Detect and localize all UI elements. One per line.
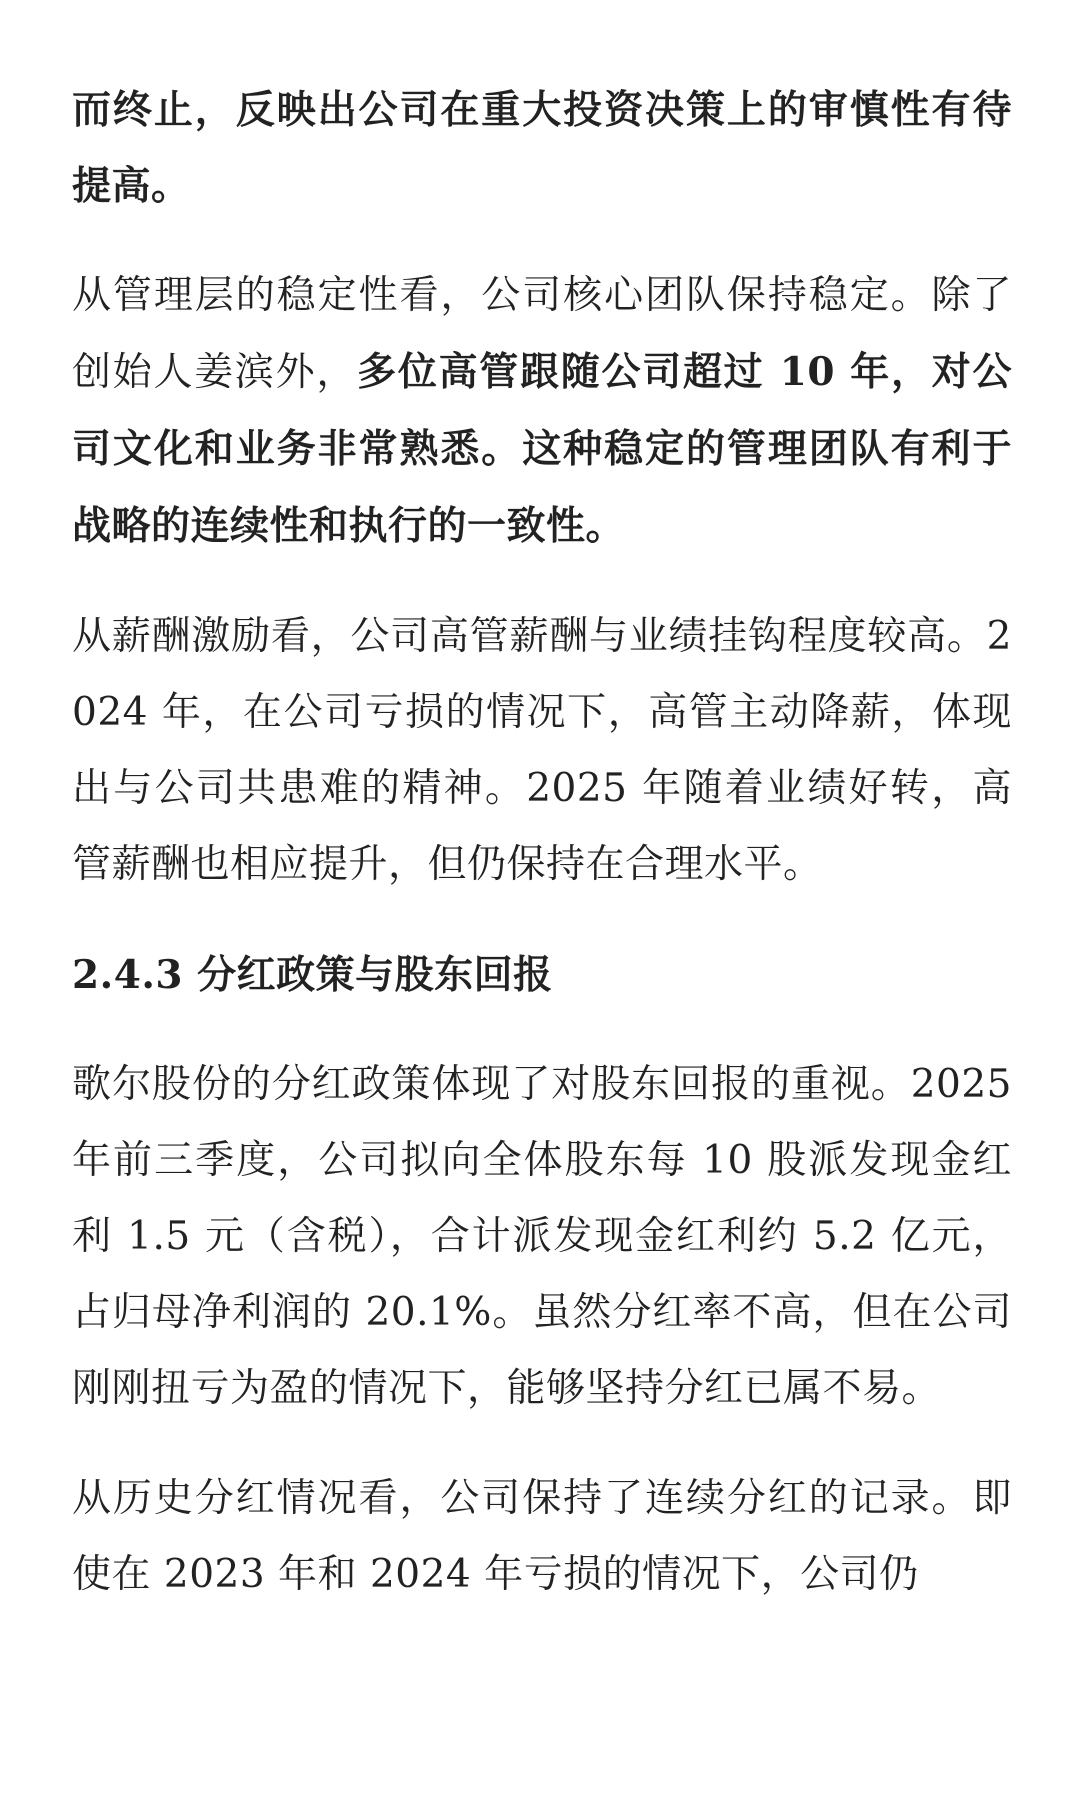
management-stability-emphasis: 多位高管跟随公司超过 10 年，对公司文化和业务非常熟悉。这种稳定的管理团队有利于战略的连续性和执行的一致性。 bbox=[72, 349, 1012, 549]
paragraph-compensation: 从薪酬激励看，公司高管薪酬与业绩挂钩程度较高。2024 年，在公司亏损的情况下，高管主动降薪，体现出与公司共患难的精神。2025 年随着业绩好转，高管薪酬也相应提升，但仍保持在合理水平。 bbox=[72, 614, 1012, 887]
paragraph-management-stability bbox=[72, 258, 1012, 565]
paragraph-dividend-policy: 歌尔股份的分红政策体现了对股东回报的重视。2025 年前三季度，公司拟向全体股东每 10 股派发现金红利 1.5 元（含税），合计派发现金红利约 5.2 亿元，占归母净利润的 20.1%。虽然分红率不高，但在公司刚刚扭亏为盈的情况下，能够坚持分红已属不易。 bbox=[72, 1062, 1012, 1411]
management-stability-lead: 从管理层的稳定性看，公司核心团队保持稳定。除了创始人姜滨外， bbox=[72, 273, 1012, 395]
paragraph-investment-decision: 而终止，反映出公司在重大投资决策上的审慎性有待提高。 bbox=[72, 87, 1012, 209]
section-heading-dividend-policy: 2.4.3 分红政策与股东回报 bbox=[72, 952, 553, 998]
article-body bbox=[72, 72, 1012, 1647]
paragraph-dividend-history: 从历史分红情况看，公司保持了连续分红的记录。即使在 2023 年和 2024 年亏损的情况下，公司仍 bbox=[72, 1476, 1012, 1597]
